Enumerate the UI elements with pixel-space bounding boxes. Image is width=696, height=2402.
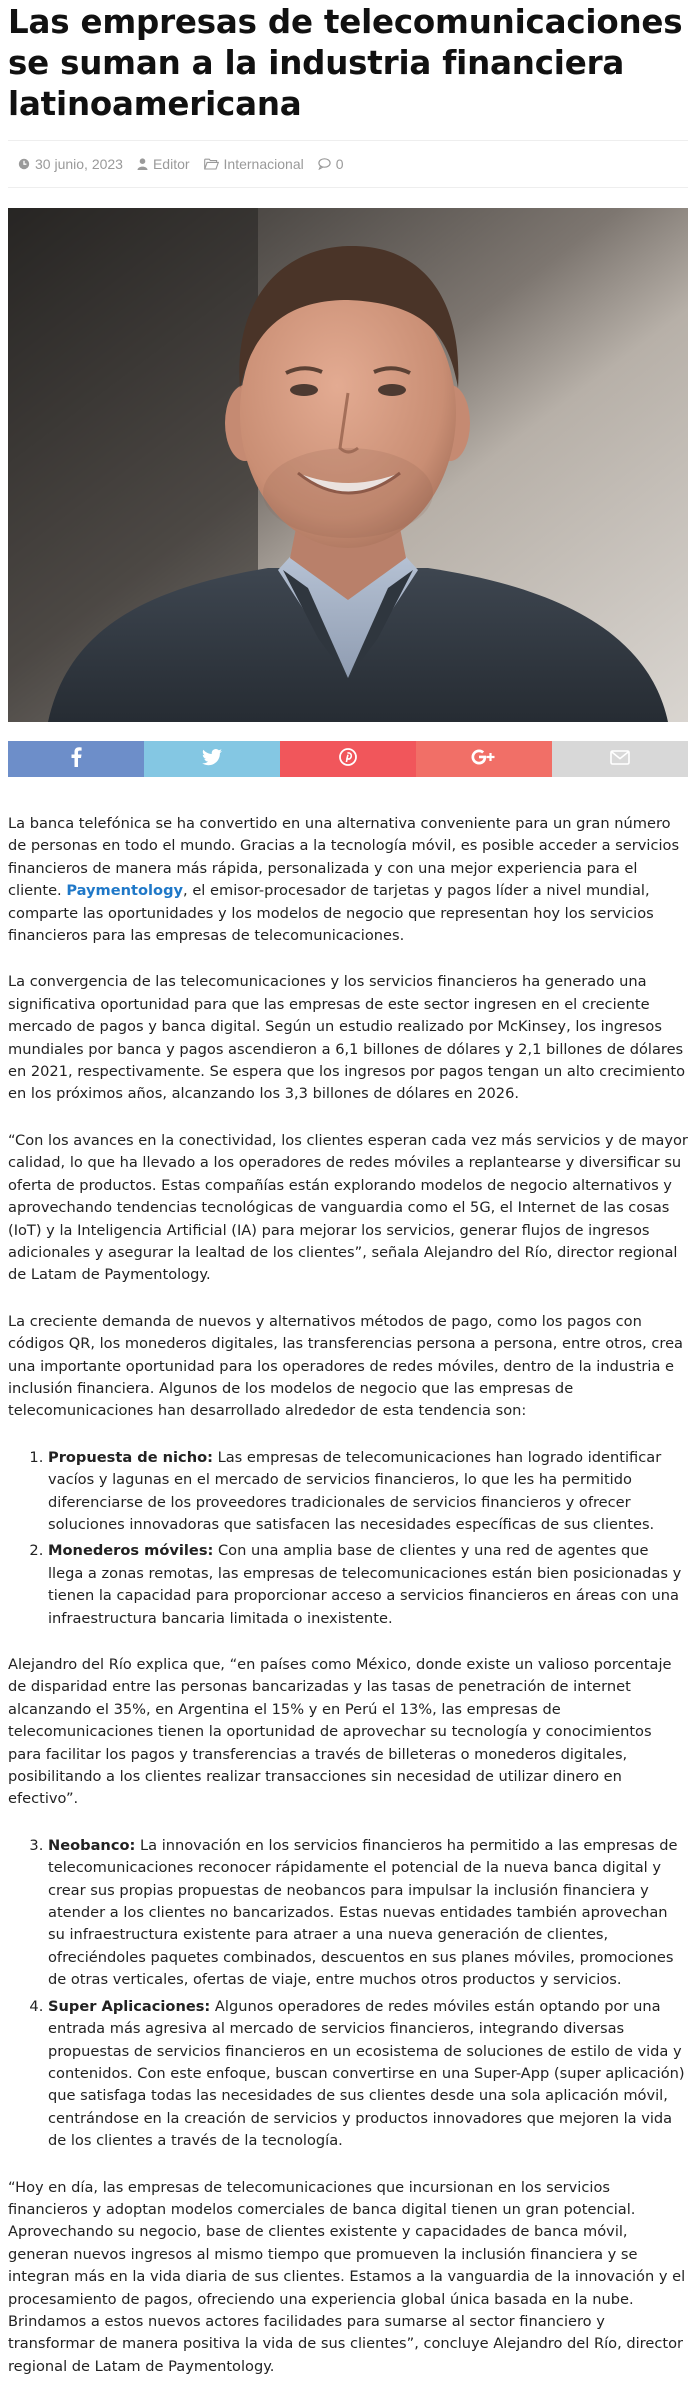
- post-date: 30 junio, 2023: [18, 156, 123, 172]
- pinterest-icon: [339, 748, 357, 770]
- post-comments[interactable]: 0: [318, 156, 344, 172]
- facebook-icon: [70, 747, 82, 771]
- twitter-icon: [202, 749, 222, 770]
- paragraph-closing-quote: “Hoy en día, las empresas de telecomunicaciones que incursionan en los servicios financieros y adoptan modelos comerciales de banca digital tienen un gran potencial. Aprovechando su negocio, base de clientes existente y capacidades de banca móvil, generan nuevos ingresos al mismo tiempo que promueven la inclusión financiera y se integran más en la vida diaria de sus clientes. Estamos a la vanguardia de la innovación y el procesamiento de pagos, ofreciendo una experiencia global única basada en la nube. Brindamos a estos nuevos actores facilidades para sumarse al sector financiero y transformar de manera positiva la vida de sus clientes”, concluye Alejandro del Río, director regional de Latam de Paymentology.: [8, 2178, 686, 2375]
- meta-divider: [8, 187, 688, 188]
- post-author[interactable]: Editor: [137, 156, 190, 172]
- share-facebook-button[interactable]: [8, 741, 144, 777]
- clock-icon: [18, 158, 30, 170]
- share-google-plus-button[interactable]: [416, 741, 552, 777]
- paragraph-intro: La banca telefónica se ha convertido en una alternativa conveniente para un gran número de personas en todo el mundo. Gracias a la tecnología móvil, es posible acceder a servicios financieros de manera más rápida, personalizada y con una mejor experiencia para el cliente. Paymentology, el emisor-procesador de tarjetas y pagos líder a nivel mundial, comparte las oportunidades y los modelos de negocio que representan hoy los servicios financieros para las empresas de telecomunicaciones.: [8, 815, 680, 945]
- business-models-list-2: [8, 1835, 688, 2153]
- business-models-list-1: [8, 1447, 688, 1630]
- email-icon: [610, 750, 630, 769]
- post-category[interactable]: Internacional: [204, 156, 304, 172]
- comment-icon: [318, 158, 331, 170]
- paymentology-link[interactable]: Paymentology: [66, 882, 184, 900]
- paragraph-latam-stats: Alejandro del Río explica que, “en países como México, donde existe un valioso porcentaje de disparidad entre las personas bancarizadas y las tasas de penetración de internet alcanzando el 35%, en Argentina el 15% y en Perú el 13%, las empresas de telecomunicaciones tienen la oportunidad de aprovechar su tecnología y conocimientos para facilitar los pagos y transferencias a través de billeteras o monederos digitales, posibilitando a los clientes realizar transacciones sin necesidad de utilizar dinero en efectivo”.: [8, 1656, 672, 1808]
- portrait-photo: [8, 208, 688, 722]
- article-page: [0, 2, 696, 2378]
- share-email-button[interactable]: [552, 741, 688, 777]
- paragraph-convergence: La convergencia de las telecomunicaciones y los servicios financieros ha generado una significativa oportunidad para que las empresas de este sector ingresen en el creciente mercado de pagos y banca digital. Según un estudio realizado por McKinsey, los ingresos mundiales por banca y pagos ascendieron a 6,1 billones de dólares y 2,1 billones de dólares en 2021, respectivamente. Se espera que los ingresos por pagos tengan un alto crecimiento en los próximos años, alcanzando los 3,3 billones de dólares en 2026.: [8, 973, 686, 1103]
- paragraph-quote-connectivity: “Con los avances en la conectividad, los clientes esperan cada vez más servicios y de mayor calidad, lo que ha llevado a los operadores de redes móviles a replantearse y diversificar su oferta de productos. Estas compañías están explorando modelos de negocio alternativos y aprovechando tendencias tecnológicas de vanguardia como el 5G, el Internet de las cosas (IoT) y la Inteligencia Artificial (IA) para mejorar los servicios, generar flujos de ingresos adicionales y asegurar la lealtad de los clientes”, señala Alejandro del Río, director regional de Latam de Paymentology.: [8, 1131, 688, 1284]
- list-item: 1. Propuesta de nicho: Las empresas de telecomunicaciones han logrado identificar vacíos y lagunas en el mercado de servicios financieros, lo que les ha permitido diferenciarse de los proveedores tradicionales de servicios financieros y ofrecer soluciones innovadoras que satisfacen las necesidades específicas de sus clientes.: [48, 1447, 688, 1537]
- folder-icon: [204, 158, 219, 170]
- share-twitter-button[interactable]: [144, 741, 280, 777]
- article-body: [8, 813, 688, 2378]
- user-icon: [137, 158, 148, 170]
- article-title: Las empresas de telecomunicaciones se suman a la industria financiera latinoamericana: [8, 3, 683, 123]
- social-share-bar: [8, 741, 688, 777]
- google-plus-icon: [471, 749, 497, 769]
- share-pinterest-button[interactable]: [280, 741, 416, 777]
- post-meta: [8, 141, 688, 187]
- list-item: 2. Monederos móviles: Con una amplia base de clientes y una red de agentes que llega a zonas remotas, las empresas de telecomunicaciones están bien posicionadas y tienen la capacidad para proporcionar acceso a servicios financieros en áreas con una infraestructura bancaria limitada o inexistente.: [48, 1540, 688, 1630]
- hero-image: [8, 208, 688, 722]
- list-item: 3. Neobanco: La innovación en los servicios financieros ha permitido a las empresas de telecomunicaciones reconocer rápidamente el potencial de la nueva banca digital y crear sus propias propuestas de neobancos para impulsar la inclusión financiera y atender a los clientes no bancarizados. Estas nuevas entidades también aprovechan su infraestructura existente para atraer a una nueva generación de clientes, ofreciéndoles paquetes combinados, descuentos en sus planes móviles, promociones de otras verticales, ofertas de viaje, entre muchos otros productos y servicios.: [48, 1835, 688, 1992]
- paragraph-payment-demand: La creciente demanda de nuevos y alternativos métodos de pago, como los pagos con códigos QR, los monederos digitales, las transferencias persona a persona, entre otros, crea una importante oportunidad para los operadores de redes móviles, dentro de la industria e inclusión financiera. Algunos de los modelos de negocio que las empresas de telecomunicaciones han desarrollado alrededor de esta tendencia son:: [8, 1312, 684, 1420]
- list-item: 4. Super Aplicaciones: Algunos operadores de redes móviles están optando por una entrada más agresiva al mercado de servicios financieros, integrando diversas propuestas de servicios financieros en un ecosistema de soluciones de estilo de vida y contenidos. Con este enfoque, buscan convertirse en una Super-App (super aplicación) que satisfaga todas las necesidades de sus clientes desde una sola aplicación móvil, centrándose en la creación de servicios y productos innovadores que mejoren la vida de los clientes a través de la tecnología.: [48, 1996, 688, 2153]
